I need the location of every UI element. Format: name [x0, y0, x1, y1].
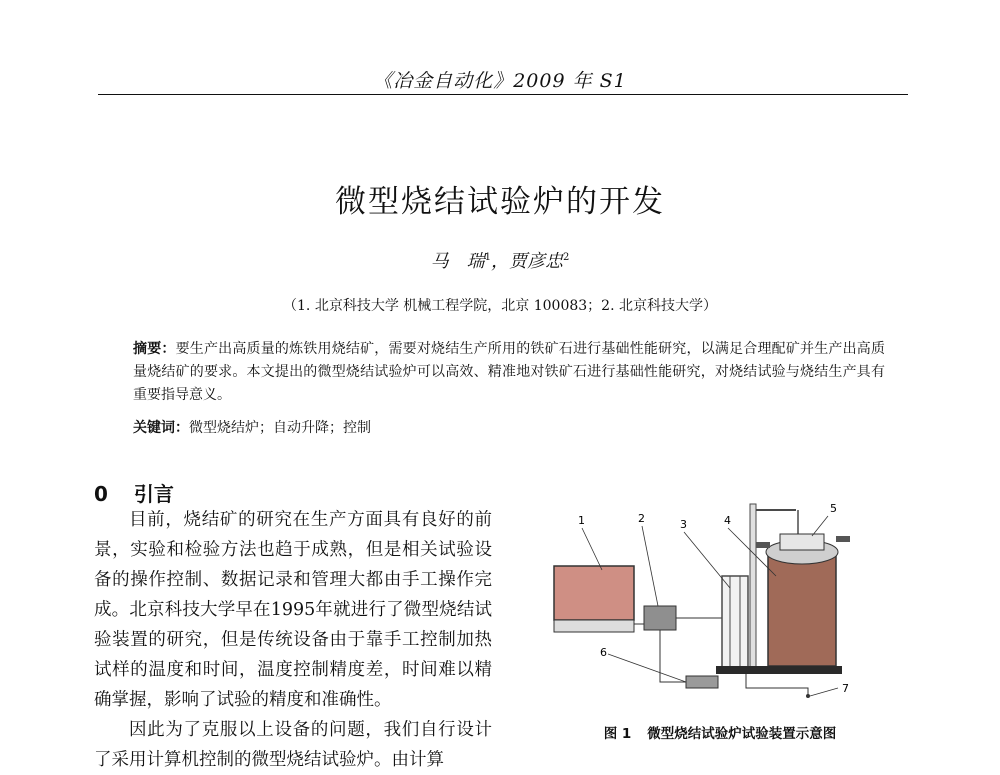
section-heading: [94, 478, 174, 507]
callout-5: 5: [830, 502, 837, 515]
figure-caption: [540, 722, 900, 742]
apparatus-figure: [546, 496, 876, 718]
base-fitting: [806, 694, 810, 698]
author-separator: ，: [491, 251, 509, 272]
author-name: 马 瑞: [430, 251, 485, 272]
body-text: [94, 505, 492, 775]
affiliation: （1. 北京科技大学 机械工程学院，北京 100083；2. 北京科技大学）: [283, 298, 717, 314]
abstract-label: 摘要：: [133, 341, 176, 357]
keywords-text: 微型烧结炉；自动升降；控制: [189, 420, 371, 436]
section-number: 0: [94, 482, 108, 506]
callout-1: 1: [578, 514, 585, 527]
journal-header: 《冶金自动化》2009 年 S1: [373, 70, 627, 92]
header-rule: [98, 94, 908, 95]
small-device: [686, 676, 718, 688]
leader-line: [812, 516, 828, 536]
lid-handle: [756, 542, 770, 548]
callout-7: 7: [842, 682, 849, 695]
furnace-body: [768, 556, 836, 666]
callout-4: 4: [724, 514, 731, 527]
monitor-base: [554, 620, 634, 632]
author-affil-mark: 2: [563, 252, 570, 263]
abstract: [133, 338, 885, 407]
mast: [750, 504, 756, 672]
cable: [746, 674, 808, 696]
figure-label: 图 1: [603, 726, 632, 742]
figure-caption-text: 微型烧结试验炉试验装置示意图: [647, 726, 837, 742]
leader-line: [684, 532, 730, 588]
paragraph: 因此为了克服以上设备的问题，我们自行设计了采用计算机控制的微型烧结试验炉。由计算: [94, 720, 492, 770]
leader-line: [582, 528, 602, 570]
furnace-lid: [780, 534, 824, 550]
paper-title: 微型烧结试验炉的开发: [335, 184, 665, 220]
keywords: [133, 417, 371, 437]
keywords-label: 关键词：: [133, 420, 189, 436]
author-name: 贾彦忠: [509, 251, 563, 272]
abstract-text: 要生产出高质量的炼铁用烧结矿，需要对烧结生产所用的铁矿石进行基础性能研究，以满足合理配矿并生产出高质量烧结矿的要求。本文提出的微型烧结试验炉可以高效、精准地对铁矿石进行基础性能研究，对烧结试验与烧结生产具有重要指导意义。: [133, 341, 885, 403]
author-affil-mark: 1: [484, 252, 491, 263]
base-plate: [716, 666, 842, 674]
callout-3: 3: [680, 518, 687, 531]
paragraph: 目前，烧结矿的研究在生产方面具有良好的前景，实验和检验方法也趋于成熟，但是相关试验设备的操作控制、数据记录和管理大都由手工操作完成。北京科技大学早在1995年就进行了微型烧结试验装置的研究，但是传统设备由于靠手工控制加热试样的温度和时间，温度控制精度差，时间难以精确掌握，影响了试验的精度和准确性。: [94, 510, 492, 710]
controller-box: [644, 606, 676, 630]
leader-line: [642, 526, 658, 606]
lift-frame: [722, 576, 748, 672]
callout-2: 2: [638, 512, 645, 525]
author-line: [0, 247, 1000, 273]
leader-line: [810, 688, 838, 696]
callout-6: 6: [600, 646, 607, 659]
monitor-screen: [554, 566, 634, 620]
section-title: 引言: [133, 482, 174, 506]
lid-handle: [836, 536, 850, 542]
leader-line: [608, 654, 686, 682]
